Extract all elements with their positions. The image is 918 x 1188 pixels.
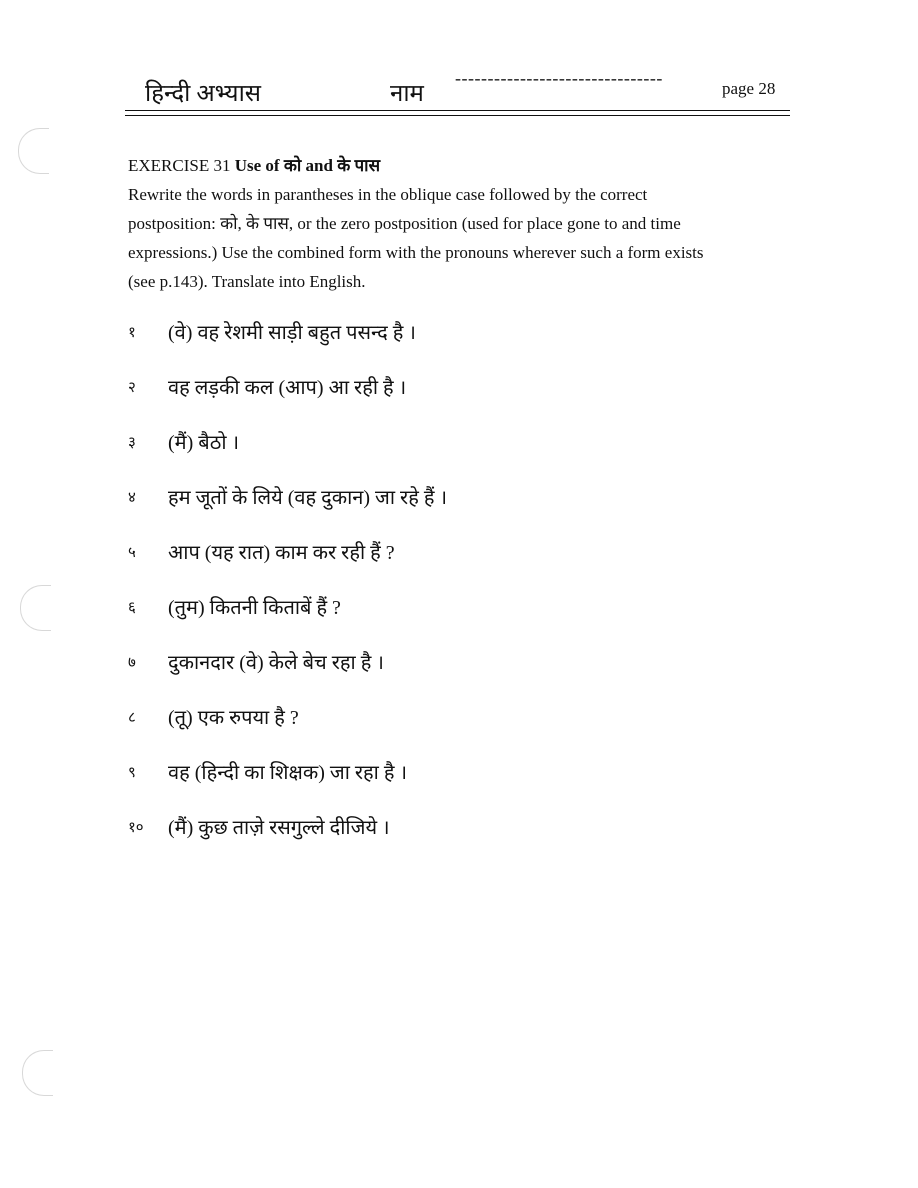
instruction-line: postposition: को, के पास, or the zero postposition (used for place gone to and time (128, 214, 681, 233)
item-number: ८ (128, 710, 136, 726)
list-item (128, 426, 828, 481)
name-blank: -------------------------------- (455, 68, 663, 88)
exercise-topic: Use of को and के पास (234, 156, 381, 175)
page-number: page 28 (722, 79, 776, 98)
item-number: १ (128, 325, 136, 341)
punch-hole-mark (22, 1050, 53, 1096)
exercise-items (128, 316, 828, 866)
list-item (128, 756, 828, 811)
item-sentence: हम जूतों के लिये (वह दुकान) जा रहे हैं । (168, 487, 448, 509)
item-sentence: (वे) वह रेशमी साड़ी बहुत पसन्द है । (168, 322, 417, 344)
item-number: २ (128, 380, 136, 396)
list-item (128, 316, 828, 371)
item-sentence: आप (यह रात) काम कर रही हैं ? (168, 542, 395, 564)
item-number: ९ (128, 765, 136, 781)
item-sentence: दुकानदार (वे) केले बेच रहा है । (168, 652, 384, 674)
list-item (128, 536, 828, 591)
list-item (128, 701, 828, 756)
instruction-line: expressions.) Use the combined form with the pronouns wherever such a form exists (128, 243, 704, 262)
exercise-number: EXERCISE 31 (128, 156, 231, 175)
item-sentence: (तुम) कितनी किताबें हैं ? (168, 597, 341, 619)
header-rule-bottom (125, 115, 790, 116)
punch-hole-mark (18, 128, 49, 174)
item-sentence: (मैं) बैठो । (168, 432, 240, 454)
item-number: ७ (128, 655, 136, 671)
exercise-instructions (128, 180, 818, 296)
punch-hole-mark (20, 585, 51, 631)
header-title: हिन्दी अभ्यास (145, 81, 262, 107)
item-sentence: (मैं) कुछ ताज़े रसगुल्ले दीजिये । (168, 817, 390, 839)
instruction-line: Rewrite the words in parantheses in the oblique case followed by the correct (128, 185, 648, 204)
item-sentence: वह (हिन्दी का शिक्षक) जा रहा है । (168, 762, 408, 784)
item-sentence: (तू) एक रुपया है ? (168, 707, 299, 729)
list-item (128, 371, 828, 426)
header-rule-top (125, 110, 790, 111)
page-header (0, 0, 918, 130)
item-number: १० (128, 820, 144, 836)
name-label: नाम (390, 81, 424, 107)
list-item (128, 646, 828, 701)
exercise-heading (128, 153, 380, 176)
item-number: ४ (128, 490, 136, 506)
item-number: ३ (128, 435, 136, 451)
item-number: ५ (128, 545, 136, 561)
list-item (128, 811, 828, 866)
list-item (128, 591, 828, 646)
item-sentence: वह लड़की कल (आप) आ रही है । (168, 377, 407, 399)
list-item (128, 481, 828, 536)
item-number: ६ (128, 600, 136, 616)
instruction-line: (see p.143). Translate into English. (128, 272, 366, 291)
